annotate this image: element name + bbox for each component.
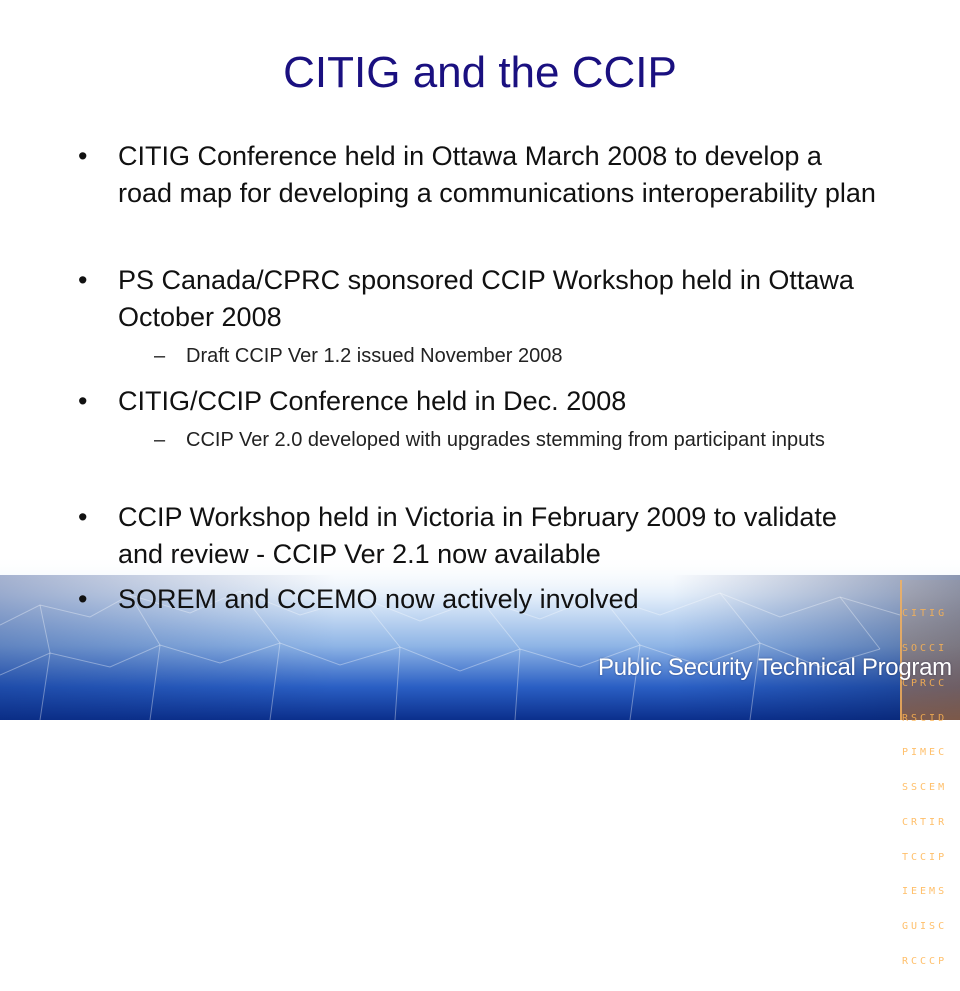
sub-bullet-text: CCIP Ver 2.0 developed with upgrades stemming from participant inputs [186, 429, 825, 451]
bullet-item [78, 138, 878, 212]
sub-bullet-marker: – [154, 429, 166, 451]
letter-grid-row: TCCIP [902, 851, 948, 863]
bullet-marker: • [78, 265, 88, 295]
sub-bullet-item [154, 342, 834, 370]
bullet-marker: • [78, 141, 88, 171]
bullet-text: CITIG Conference held in Ottawa March 2008 to develop a road map for developing a communications interoperability plan [118, 141, 876, 208]
sub-bullet-item [154, 426, 834, 454]
bullet-marker: • [78, 502, 88, 532]
sub-bullet-marker: – [154, 345, 166, 367]
bullet-item [78, 383, 878, 420]
bullet-text: PS Canada/CPRC sponsored CCIP Workshop held in Ottawa October 2008 [118, 265, 854, 332]
letter-grid-row: RCCCP [902, 956, 948, 967]
bullet-item [78, 581, 878, 618]
letter-grid-row: SOCCI [902, 642, 948, 654]
bullet-marker: • [78, 584, 88, 614]
sub-bullet-text: Draft CCIP Ver 1.2 issued November 2008 [186, 345, 563, 367]
letter-grid-row: RSCID [902, 712, 948, 724]
bullet-text: CCIP Workshop held in Victoria in February 2009 to validate and review - CCIP Ver 2.1 now available [118, 502, 837, 569]
bullet-text: SOREM and CCEMO now actively involved [118, 584, 639, 614]
bullet-item [78, 262, 878, 336]
letter-grid-row: SSCEM [902, 782, 948, 794]
letter-grid-row: PIMEC [902, 747, 948, 759]
letter-grid-row: GUISC [902, 921, 948, 933]
letter-grid-row: CPRCC [902, 677, 948, 689]
letter-grid-row: CITIG [902, 608, 948, 620]
bullet-item [78, 499, 878, 573]
letter-grid-row: IEEMS [902, 886, 948, 898]
slide-title: CITIG and the CCIP [283, 48, 677, 97]
letter-grid-row: CRTIR [902, 816, 948, 828]
bullet-text: CITIG/CCIP Conference held in Dec. 2008 [118, 386, 627, 416]
bullet-marker: • [78, 386, 88, 416]
program-name: Public Security Technical Program [598, 654, 952, 681]
